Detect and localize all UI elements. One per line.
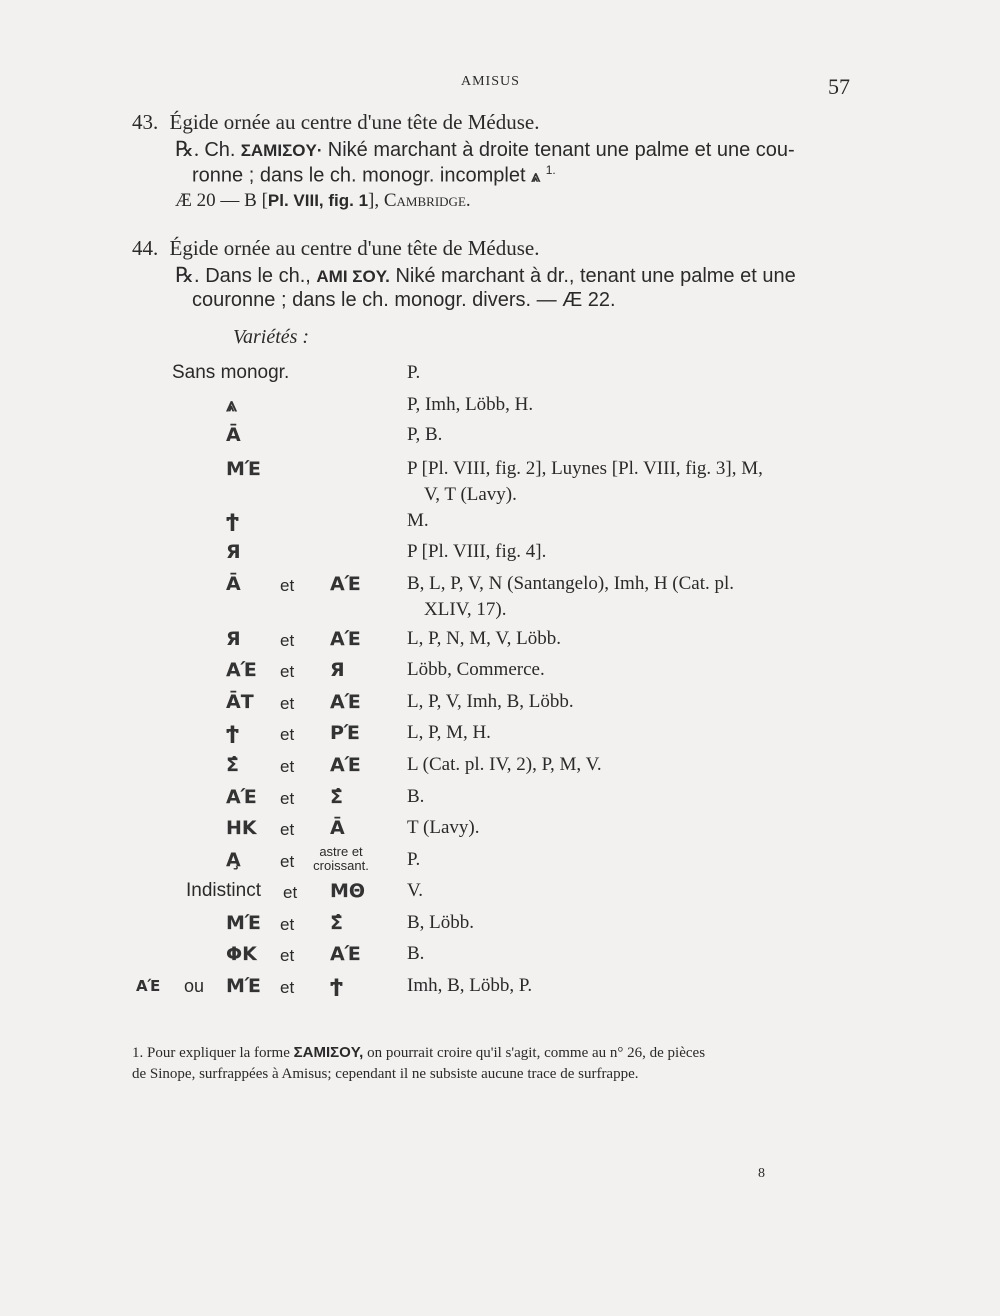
variety-monogram-alt: Σ̂ [330,912,343,934]
variety-references: P. [407,849,421,870]
plate-ref: Pl. VIII, fig. 1 [267,191,369,210]
coin-legend: ΣAMIΣOY· [240,141,323,160]
variety-et: et [280,757,295,776]
coin-legend: ΣAMIΣOY, [293,1044,364,1061]
footnote-line-2: de Sinope, surfrappées à Amisus; cependant il ne subsiste aucune trace de surfrappe. [132,1066,639,1082]
variety-monogram: Ā [226,573,241,595]
variety-monogram: ΜΈ [226,458,261,480]
variety-references: L, P, M, H. [407,722,491,743]
variety-references: P. [407,362,421,383]
variety-monogram: ΜΈ [226,975,261,997]
variety-monogram-alt: Σ̂ [330,786,343,808]
reverse-text: Dans le ch., [205,265,311,287]
variety-monogram-alt: Я [330,659,345,681]
variety-monogram: ΦΚ [226,943,257,965]
entry-obverse: Égide ornée au centre d'une tête de Méduse. [169,236,540,260]
footnote [132,1044,705,1062]
footnote-text: Pour expliquer la forme [147,1045,290,1061]
signature-mark: 8 [758,1166,765,1181]
reverse-mark: ℞. [175,137,200,161]
page-number: 57 [828,74,850,99]
metal-size: Æ 20 — B [ [175,190,268,211]
variety-et: et [280,852,295,871]
variety-monogram-alt: ΑΈ [330,573,361,595]
variety-et: et [280,576,295,595]
footnote-ref: 1. [545,163,556,177]
variety-et: et [280,631,295,650]
variety-monogram-alt: Ϯ [330,975,343,997]
metal-end: ], [368,190,384,211]
entry-44-reverse-line-2 [192,289,616,312]
variety-monogram: Я [226,628,241,650]
footnote-number: 1. [132,1045,144,1061]
variety-monogram: ΑΈ [226,786,257,808]
variety-references: P, Imh, Löbb, H. [407,394,534,415]
variety-monogram: ΑΈ [226,659,257,681]
variety-references: L, P, V, Imh, B, Löbb. [407,691,574,712]
entry-44-reverse-line-1 [175,263,796,288]
reverse-text: Niké marchant à dr., tenant une palme et une [395,265,796,287]
reverse-text: ronne ; dans le ch. monogr. incomplet [192,164,526,187]
variety-monogram: Ϯ [226,510,239,532]
collection: Cambridge. [383,190,471,211]
variety-et: et [280,789,295,808]
variety-references: P, B. [407,424,443,445]
variety-et: et [280,694,295,713]
variety-et: et [283,883,298,902]
reverse-text: Niké marchant à droite tenant une palme et une cou- [327,139,795,161]
variety-et: et [280,820,295,839]
variety-et: et [280,978,295,997]
variety-references: B. [407,786,425,807]
entry-43-reverse-line-1 [175,137,795,162]
variety-monogram-alt: ΜΘ [330,880,366,902]
variety-references: Imh, B, Löbb, P. [407,975,533,996]
variety-monogram-alt: ΑΈ [330,628,361,650]
variety-monogram-alt: Ā [330,817,345,839]
variety-references: T (Lavy). [407,817,480,838]
variety-monogram-alt: ΑΈ [330,754,361,776]
variety-monogram: Σ̂ [226,754,239,776]
variety-monogram: ⩓ [226,394,237,416]
running-title: AMISUS [461,74,520,89]
variety-note: astre et croissant. [313,844,369,873]
variety-monogram: ΜΈ [226,912,261,934]
variety-references: B, Löbb. [407,912,475,933]
variety-references: P [Pl. VIII, fig. 4]. [407,541,547,562]
variety-monogram: Ā [226,424,241,446]
variety-et: et [280,662,295,681]
footnote-text: on pourrait croire qu'il s'agit, comme au n° 26, de pièces [367,1045,706,1061]
entry-obverse: Égide ornée au centre d'une tête de Méduse. [169,110,540,134]
variety-et: et [280,725,295,744]
monogram: ⩓ [531,166,541,186]
variety-ou: ou [184,976,205,996]
coin-legend: AMI ΣOY. [316,267,390,286]
variety-monogram-alt: ΡΈ [330,722,360,744]
variety-monogram: Α̧ [226,849,241,871]
variety-references: P [Pl. VIII, fig. 2], Luynes [Pl. VIII, fig. 3], M, [407,458,763,479]
variety-et: et [280,946,295,965]
variety-et: et [280,915,295,934]
entry-43-reverse-line-2 [192,163,556,188]
variety-label: Sans monogr. [172,362,290,383]
variety-references-continued: V, T (Lavy). [424,484,517,505]
variety-monogram: Я [226,541,241,563]
entry-number: 44. [132,236,159,260]
variety-references: V. [407,880,424,901]
variety-monogram: ΗΚ [226,817,257,839]
variety-monogram: Ϯ [226,722,239,744]
variety-monogram-alt: ΑΈ [330,943,361,965]
variety-prefix-monogram: ΑΈ [136,977,161,995]
entry-43 [132,110,539,135]
variety-monogram-alt: ΑΈ [330,691,361,713]
variety-references: Löbb, Commerce. [407,659,545,680]
entry-43-metal [175,190,471,212]
variety-references: B, L, P, V, N (Santangelo), Imh, H (Cat. pl. [407,573,735,594]
variety-monogram: ĀΤ [226,691,254,713]
variety-label: Indistinct [186,880,261,901]
variety-references: B. [407,943,425,964]
entry-number: 43. [132,110,159,134]
variety-references: M. [407,510,429,531]
variety-references: L (Cat. pl. IV, 2), P, M, V. [407,754,602,775]
variety-references-continued: XLIV, 17). [424,599,507,620]
reverse-text: couronne ; dans le ch. monogr. divers. — Æ 22. [192,289,616,311]
reverse-mark: ℞. [175,264,200,287]
varieties-heading: Variétés : [233,326,310,348]
variety-references: L, P, N, M, V, Löbb. [407,628,561,649]
entry-44 [132,236,539,261]
reverse-text: Ch. [204,139,236,161]
